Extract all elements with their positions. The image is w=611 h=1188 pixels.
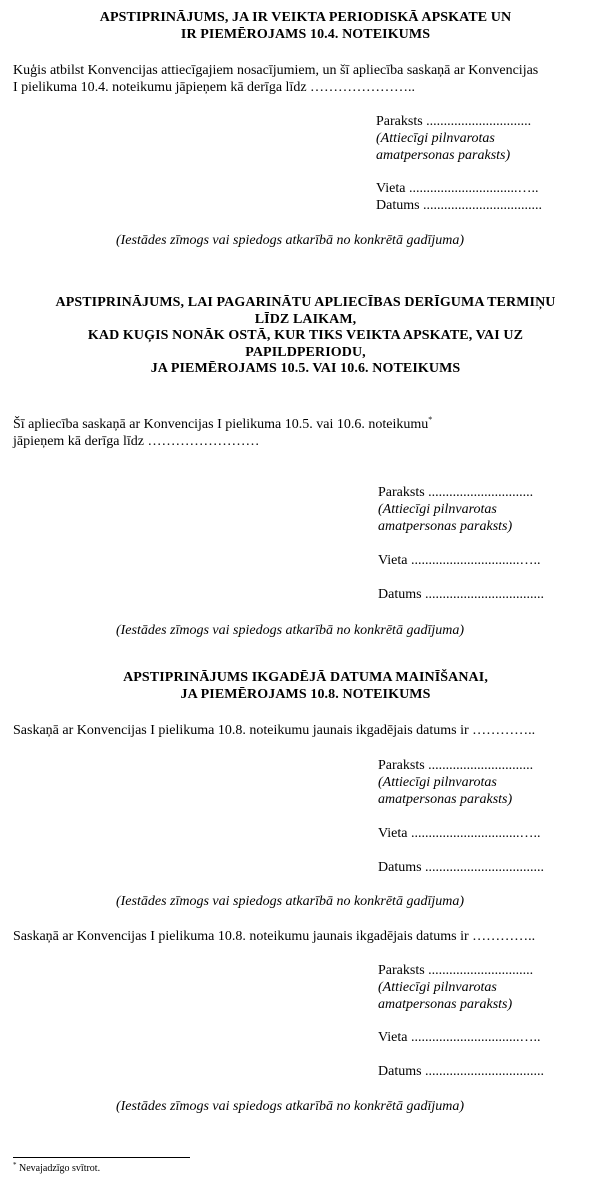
section2-date-label: Datums ..................................	[378, 587, 545, 602]
paragraph-line: I pielikuma 10.4. noteikumu jāpieņem kā derīga līdz …………………..	[13, 80, 416, 95]
signature-note: amatpersonas paraksts)	[378, 997, 513, 1012]
section3-entry2-place-label: Vieta ...............................…..	[378, 1030, 541, 1045]
paragraph-text: Šī apliecība saskaņā ar Konvencijas I pielikuma 10.5. vai 10.6. noteikumu	[13, 417, 429, 432]
section1-date-label: Datums ..................................	[376, 198, 543, 213]
section3-entry2-date-label: Datums ..................................	[378, 1064, 545, 1079]
signature-note: amatpersonas paraksts)	[376, 148, 511, 163]
footnote-text: Nevajadzīgo svītrot.	[19, 1163, 101, 1174]
paragraph-line	[13, 416, 573, 433]
section1-signature-block	[376, 113, 531, 164]
footnote	[13, 1163, 100, 1175]
section1-heading	[0, 10, 611, 43]
signature-label: Paraksts ..............................	[376, 114, 532, 129]
section2-place-label: Vieta ...............................…..	[378, 553, 541, 568]
heading-line: IR PIEMĒROJAMS 10.4. NOTEIKUMS	[180, 26, 431, 42]
heading-line: JA PIEMĒROJAMS 10.5. VAI 10.6. NOTEIKUMS	[150, 361, 461, 376]
section3-entry2-paragraph: Saskaņā ar Konvencijas I pielikuma 10.8. noteikumu jaunais ikgadējais datums ir …………..	[13, 929, 536, 944]
signature-note: (Attiecīgi pilnvarotas	[376, 131, 495, 146]
signature-note: amatpersonas paraksts)	[378, 792, 513, 807]
section3-entry1-place-label: Vieta ...............................…..	[378, 826, 541, 841]
paragraph-line: Kuģis atbilst Konvencijas attiecīgajiem nosacījumiem, un šī apliecība saskaņā ar Konvencijas	[13, 63, 539, 78]
section3-entry2-stamp-note: (Iestādes zīmogs vai spiedogs atkarībā no konkrētā gadījuma)	[115, 1099, 464, 1114]
section1-stamp-note: (Iestādes zīmogs vai spiedogs atkarībā no konkrētā gadījuma)	[115, 233, 464, 248]
section3-entry2-signature-block	[378, 962, 533, 1013]
paragraph-line: jāpieņem kā derīga līdz ……………………	[13, 434, 260, 449]
section3-heading	[0, 670, 611, 703]
heading-line: APSTIPRINĀJUMS IKGADĒJĀ DATUMA MAINĪŠANAI,	[123, 670, 488, 685]
section2-signature-block	[378, 484, 533, 535]
section1-place-label: Vieta ...............................…..	[376, 181, 539, 196]
section2-stamp-note: (Iestādes zīmogs vai spiedogs atkarībā no konkrētā gadījuma)	[115, 623, 464, 638]
heading-line: APSTIPRINĀJUMS, JA IR VEIKTA PERIODISKĀ APSKATE UN	[99, 10, 512, 25]
section2-paragraph	[13, 416, 573, 450]
heading-line: JA PIEMĒROJAMS 10.8. NOTEIKUMS	[180, 686, 431, 702]
section3-entry1-paragraph: Saskaņā ar Konvencijas I pielikuma 10.8. noteikumu jaunais ikgadējais datums ir …………..	[13, 723, 536, 738]
heading-line: LĪDZ LAIKAM,	[254, 311, 357, 327]
signature-note: (Attiecīgi pilnvarotas	[378, 502, 497, 517]
signature-label: Paraksts ..............................	[378, 758, 534, 773]
section2-heading	[0, 295, 611, 378]
signature-label: Paraksts ..............................	[378, 485, 534, 500]
footnote-marker: *	[13, 1161, 17, 1169]
section3-entry1-stamp-note: (Iestādes zīmogs vai spiedogs atkarībā no konkrētā gadījuma)	[115, 894, 464, 909]
signature-note: (Attiecīgi pilnvarotas	[378, 980, 497, 995]
heading-line: APSTIPRINĀJUMS, LAI PAGARINĀTU APLIECĪBAS DERĪGUMA TERMIŅU	[55, 295, 556, 310]
signature-label: Paraksts ..............................	[378, 963, 534, 978]
section3-entry1-date-label: Datums ..................................	[378, 860, 545, 875]
footnote-marker: *	[428, 415, 433, 424]
footnote-separator	[13, 1157, 190, 1158]
section3-entry1-signature-block	[378, 757, 533, 808]
signature-note: (Attiecīgi pilnvarotas	[378, 775, 497, 790]
section1-paragraph	[13, 62, 573, 96]
heading-line: PAPILDPERIODU,	[245, 344, 366, 360]
signature-note: amatpersonas paraksts)	[378, 519, 513, 534]
heading-line: KAD KUĢIS NONĀK OSTĀ, KUR TIKS VEIKTA APSKATE, VAI UZ	[87, 328, 524, 343]
